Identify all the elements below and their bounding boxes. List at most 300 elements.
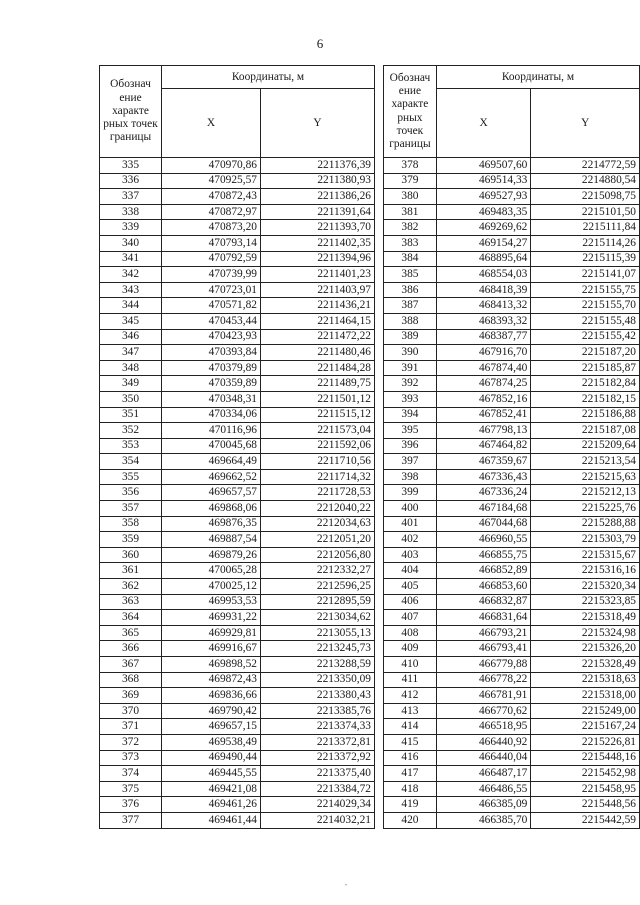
coord-x: 469657,57 — [162, 485, 261, 501]
table-row — [100, 329, 375, 345]
coord-x: 467916,70 — [436, 345, 531, 361]
coord-y: 2211728,53 — [261, 485, 375, 501]
table-row — [100, 672, 375, 688]
coord-x: 469657,15 — [162, 719, 261, 735]
point-number: 390 — [384, 345, 437, 361]
point-number: 374 — [100, 766, 162, 782]
coord-x: 467874,40 — [436, 360, 531, 376]
point-number: 346 — [100, 329, 162, 345]
point-number: 404 — [384, 563, 437, 579]
table-row — [100, 532, 375, 548]
coord-y: 2211472,22 — [261, 329, 375, 345]
point-number: 383 — [384, 235, 437, 251]
point-number: 368 — [100, 672, 162, 688]
coord-y: 2215320,34 — [531, 579, 640, 595]
point-number: 379 — [384, 173, 437, 189]
coord-y: 2215155,48 — [531, 313, 640, 329]
coord-y: 2215328,49 — [531, 657, 640, 673]
coord-y: 2215114,26 — [531, 235, 640, 251]
point-number: 355 — [100, 469, 162, 485]
table-row — [384, 469, 640, 485]
table-row — [384, 766, 640, 782]
coord-x: 470792,59 — [162, 251, 261, 267]
coord-x: 470970,86 — [162, 158, 261, 174]
coord-x: 466440,04 — [436, 750, 531, 766]
table-row — [100, 563, 375, 579]
point-number: 342 — [100, 267, 162, 283]
coord-x: 466853,60 — [436, 579, 531, 595]
coord-y: 2215318,63 — [531, 672, 640, 688]
point-number: 361 — [100, 563, 162, 579]
point-number: 359 — [100, 532, 162, 548]
coord-x: 466832,87 — [436, 594, 531, 610]
table-row — [384, 579, 640, 595]
coord-x: 466781,91 — [436, 688, 531, 704]
coord-x: 470334,06 — [162, 407, 261, 423]
coord-y: 2212034,63 — [261, 516, 375, 532]
coord-x: 468387,77 — [436, 329, 531, 345]
point-number: 394 — [384, 407, 437, 423]
table-row — [100, 267, 375, 283]
coord-y: 2213055,13 — [261, 625, 375, 641]
point-number: 414 — [384, 719, 437, 735]
table-row — [384, 345, 640, 361]
coord-x: 467336,24 — [436, 485, 531, 501]
point-number: 420 — [384, 812, 437, 828]
coord-x: 470045,68 — [162, 438, 261, 454]
coord-y: 2215187,20 — [531, 345, 640, 361]
table-row — [100, 235, 375, 251]
table-row — [384, 189, 640, 205]
table-row — [100, 189, 375, 205]
coord-x: 469836,66 — [162, 688, 261, 704]
coord-y: 2215155,70 — [531, 298, 640, 314]
coord-y: 2213245,73 — [261, 641, 375, 657]
table-row — [384, 158, 640, 174]
point-number: 376 — [100, 797, 162, 813]
coord-x: 466793,41 — [436, 641, 531, 657]
coord-y: 2211394,96 — [261, 251, 375, 267]
table-row — [100, 298, 375, 314]
point-number: 363 — [100, 594, 162, 610]
coord-x: 467874,25 — [436, 376, 531, 392]
point-number: 405 — [384, 579, 437, 595]
coord-x: 466779,88 — [436, 657, 531, 673]
table-row — [384, 313, 640, 329]
coord-y: 2215098,75 — [531, 189, 640, 205]
coord-y: 2214032,21 — [261, 812, 375, 828]
coord-x: 469931,22 — [162, 610, 261, 626]
coord-x: 466793,21 — [436, 625, 531, 641]
point-number: 347 — [100, 345, 162, 361]
coord-x: 470379,89 — [162, 360, 261, 376]
coord-x: 468554,03 — [436, 267, 531, 283]
table-row — [384, 563, 640, 579]
point-number: 391 — [384, 360, 437, 376]
point-number: 370 — [100, 703, 162, 719]
point-number: 396 — [384, 438, 437, 454]
coord-y: 2211480,46 — [261, 345, 375, 361]
coord-x: 468393,32 — [436, 313, 531, 329]
point-number: 356 — [100, 485, 162, 501]
point-number: 406 — [384, 594, 437, 610]
table-row — [384, 703, 640, 719]
coord-y: 2215212,13 — [531, 485, 640, 501]
coord-x: 469916,67 — [162, 641, 261, 657]
point-number: 344 — [100, 298, 162, 314]
table-row — [100, 313, 375, 329]
table-row — [384, 781, 640, 797]
point-number: 336 — [100, 173, 162, 189]
point-number: 340 — [100, 235, 162, 251]
coord-x: 470925,57 — [162, 173, 261, 189]
point-number: 348 — [100, 360, 162, 376]
coord-y: 2215141,07 — [531, 267, 640, 283]
table-row — [100, 173, 375, 189]
coord-y: 2215226,81 — [531, 734, 640, 750]
coord-y: 2211515,12 — [261, 407, 375, 423]
table-row — [100, 719, 375, 735]
point-number: 418 — [384, 781, 437, 797]
coord-x: 466518,95 — [436, 719, 531, 735]
coord-y: 2211464,15 — [261, 313, 375, 329]
table-row — [100, 688, 375, 704]
coord-x: 469872,43 — [162, 672, 261, 688]
point-number: 384 — [384, 251, 437, 267]
point-number: 403 — [384, 547, 437, 563]
table-row — [100, 703, 375, 719]
point-number: 399 — [384, 485, 437, 501]
coord-x: 468413,32 — [436, 298, 531, 314]
point-number: 382 — [384, 220, 437, 236]
point-number: 360 — [100, 547, 162, 563]
table-row — [384, 376, 640, 392]
header-designation: Обознач ение характе рных точек границы — [100, 66, 162, 158]
table-row — [384, 516, 640, 532]
coord-x: 469154,27 — [436, 235, 531, 251]
header-designation: Обознач ение характе рных точек границы — [384, 66, 437, 158]
point-number: 343 — [100, 282, 162, 298]
coord-x: 470872,43 — [162, 189, 261, 205]
point-number: 408 — [384, 625, 437, 641]
coord-x: 466770,62 — [436, 703, 531, 719]
coord-x: 467044,68 — [436, 516, 531, 532]
coord-y: 2211393,70 — [261, 220, 375, 236]
table-row — [384, 547, 640, 563]
table-row — [384, 797, 640, 813]
header-coordinates: Координаты, м — [162, 66, 375, 89]
coord-y: 2213288,59 — [261, 657, 375, 673]
coord-x: 469483,35 — [436, 204, 531, 220]
coord-y: 2211386,26 — [261, 189, 375, 205]
coord-y: 2211573,04 — [261, 423, 375, 439]
table-row — [384, 251, 640, 267]
coord-y: 2213350,09 — [261, 672, 375, 688]
point-number: 351 — [100, 407, 162, 423]
coord-x: 469461,26 — [162, 797, 261, 813]
header-y: Y — [531, 89, 640, 158]
point-number: 337 — [100, 189, 162, 205]
table-row — [384, 532, 640, 548]
coord-y: 2212332,27 — [261, 563, 375, 579]
point-number: 341 — [100, 251, 162, 267]
coord-y: 2211484,28 — [261, 360, 375, 376]
point-number: 350 — [100, 391, 162, 407]
point-number: 387 — [384, 298, 437, 314]
coord-x: 469490,44 — [162, 750, 261, 766]
table-row — [100, 360, 375, 376]
scan-mark: • — [345, 883, 348, 889]
coord-x: 466778,22 — [436, 672, 531, 688]
table-row — [384, 610, 640, 626]
coord-y: 2215155,42 — [531, 329, 640, 345]
coord-y: 2214029,34 — [261, 797, 375, 813]
table-row — [384, 235, 640, 251]
coord-y: 2215316,16 — [531, 563, 640, 579]
coord-x: 467336,43 — [436, 469, 531, 485]
table-row — [384, 391, 640, 407]
point-number: 385 — [384, 267, 437, 283]
point-number: 345 — [100, 313, 162, 329]
point-number: 389 — [384, 329, 437, 345]
point-number: 381 — [384, 204, 437, 220]
point-number: 369 — [100, 688, 162, 704]
table-row — [100, 797, 375, 813]
coord-y: 2215249,00 — [531, 703, 640, 719]
coord-x: 470393,84 — [162, 345, 261, 361]
coord-x: 469876,35 — [162, 516, 261, 532]
table-row — [384, 360, 640, 376]
coord-x: 470065,28 — [162, 563, 261, 579]
table-row — [100, 220, 375, 236]
header-x: X — [436, 89, 531, 158]
table-row — [384, 734, 640, 750]
coord-x: 466385,70 — [436, 812, 531, 828]
table-row — [100, 641, 375, 657]
coord-x: 469514,33 — [436, 173, 531, 189]
coord-y: 2213372,81 — [261, 734, 375, 750]
coord-y: 2215448,16 — [531, 750, 640, 766]
coord-y: 2215115,39 — [531, 251, 640, 267]
coord-y: 2213372,92 — [261, 750, 375, 766]
coord-x: 470723,01 — [162, 282, 261, 298]
point-number: 371 — [100, 719, 162, 735]
coord-y: 2215452,98 — [531, 766, 640, 782]
coord-y: 2215326,20 — [531, 641, 640, 657]
coord-x: 470348,31 — [162, 391, 261, 407]
table-row — [100, 812, 375, 828]
point-number: 365 — [100, 625, 162, 641]
coord-x: 470359,89 — [162, 376, 261, 392]
table-row — [100, 579, 375, 595]
point-number: 411 — [384, 672, 437, 688]
point-number: 419 — [384, 797, 437, 813]
point-number: 353 — [100, 438, 162, 454]
coord-x: 469421,08 — [162, 781, 261, 797]
coord-x: 470873,20 — [162, 220, 261, 236]
table-row — [384, 454, 640, 470]
point-number: 388 — [384, 313, 437, 329]
table-row — [100, 438, 375, 454]
coord-x: 470116,96 — [162, 423, 261, 439]
point-number: 349 — [100, 376, 162, 392]
table-row — [384, 282, 640, 298]
coord-x: 466440,92 — [436, 734, 531, 750]
coord-y: 2215318,49 — [531, 610, 640, 626]
table-row — [384, 423, 640, 439]
point-number: 392 — [384, 376, 437, 392]
point-number: 401 — [384, 516, 437, 532]
table-row — [100, 625, 375, 641]
table-row — [100, 547, 375, 563]
coord-y: 2215324,98 — [531, 625, 640, 641]
coord-y: 2215442,59 — [531, 812, 640, 828]
table-row — [384, 750, 640, 766]
point-number: 415 — [384, 734, 437, 750]
coord-x: 470739,99 — [162, 267, 261, 283]
coord-y: 2215318,00 — [531, 688, 640, 704]
table-row — [384, 672, 640, 688]
coord-x: 470571,82 — [162, 298, 261, 314]
table-row — [384, 719, 640, 735]
coord-y: 2213385,76 — [261, 703, 375, 719]
table-row — [384, 688, 640, 704]
table-row — [100, 594, 375, 610]
coord-y: 2215187,08 — [531, 423, 640, 439]
coord-x: 469953,53 — [162, 594, 261, 610]
coord-y: 2211403,97 — [261, 282, 375, 298]
header-coordinates: Координаты, м — [436, 66, 639, 89]
point-number: 407 — [384, 610, 437, 626]
coord-x: 469929,81 — [162, 625, 261, 641]
coord-x: 466831,64 — [436, 610, 531, 626]
coord-x: 469527,93 — [436, 189, 531, 205]
point-number: 354 — [100, 454, 162, 470]
coord-x: 467359,67 — [436, 454, 531, 470]
table-row — [384, 204, 640, 220]
table-row — [384, 625, 640, 641]
coord-x: 466852,89 — [436, 563, 531, 579]
table-row — [384, 329, 640, 345]
table-row — [100, 657, 375, 673]
coord-y: 2215209,64 — [531, 438, 640, 454]
coord-y: 2215101,50 — [531, 204, 640, 220]
coord-y: 2215303,79 — [531, 532, 640, 548]
point-number: 366 — [100, 641, 162, 657]
point-number: 400 — [384, 501, 437, 517]
coord-y: 2211501,12 — [261, 391, 375, 407]
coordinates-table-left — [99, 65, 375, 829]
coord-y: 2215167,24 — [531, 719, 640, 735]
point-number: 373 — [100, 750, 162, 766]
point-number: 380 — [384, 189, 437, 205]
coord-y: 2212596,25 — [261, 579, 375, 595]
header-y: Y — [261, 89, 375, 158]
coord-y: 2215213,54 — [531, 454, 640, 470]
point-number: 377 — [100, 812, 162, 828]
table-row — [384, 220, 640, 236]
table-row — [100, 469, 375, 485]
coord-x: 466487,17 — [436, 766, 531, 782]
coord-y: 2215182,15 — [531, 391, 640, 407]
table-row — [100, 158, 375, 174]
coord-y: 2215288,88 — [531, 516, 640, 532]
coord-y: 2211391,64 — [261, 204, 375, 220]
coord-x: 467798,13 — [436, 423, 531, 439]
table-row — [100, 407, 375, 423]
coord-y: 2211592,06 — [261, 438, 375, 454]
table-row — [100, 501, 375, 517]
point-number: 357 — [100, 501, 162, 517]
coord-y: 2215186,88 — [531, 407, 640, 423]
coord-x: 469445,55 — [162, 766, 261, 782]
table-row — [100, 251, 375, 267]
coord-y: 2213384,72 — [261, 781, 375, 797]
coordinates-table-right — [383, 65, 640, 829]
coord-y: 2213034,62 — [261, 610, 375, 626]
coord-x: 467852,41 — [436, 407, 531, 423]
coord-x: 469664,49 — [162, 454, 261, 470]
coord-x: 469898,52 — [162, 657, 261, 673]
coord-x: 469790,42 — [162, 703, 261, 719]
coord-x: 469507,60 — [436, 158, 531, 174]
coord-y: 2215155,75 — [531, 282, 640, 298]
point-number: 358 — [100, 516, 162, 532]
coord-x: 470453,44 — [162, 313, 261, 329]
header-x: X — [162, 89, 261, 158]
coord-x: 470793,14 — [162, 235, 261, 251]
point-number: 409 — [384, 641, 437, 657]
coord-x: 470423,93 — [162, 329, 261, 345]
table-row — [100, 750, 375, 766]
point-number: 416 — [384, 750, 437, 766]
coord-y: 2211401,23 — [261, 267, 375, 283]
table-row — [100, 766, 375, 782]
coord-x: 469868,06 — [162, 501, 261, 517]
coord-y: 2214772,59 — [531, 158, 640, 174]
point-number: 352 — [100, 423, 162, 439]
table-row — [100, 423, 375, 439]
coord-x: 468418,39 — [436, 282, 531, 298]
table-row — [384, 501, 640, 517]
table-row — [384, 438, 640, 454]
point-number: 367 — [100, 657, 162, 673]
coord-y: 2215111,84 — [531, 220, 640, 236]
table-row — [100, 454, 375, 470]
coord-y: 2215185,87 — [531, 360, 640, 376]
coord-y: 2214880,54 — [531, 173, 640, 189]
coord-x: 469662,52 — [162, 469, 261, 485]
coord-y: 2215315,67 — [531, 547, 640, 563]
table-row — [384, 657, 640, 673]
point-number: 410 — [384, 657, 437, 673]
coord-y: 2215323,85 — [531, 594, 640, 610]
coord-y: 2211436,21 — [261, 298, 375, 314]
coord-x: 470025,12 — [162, 579, 261, 595]
point-number: 375 — [100, 781, 162, 797]
coord-y: 2211489,75 — [261, 376, 375, 392]
coord-y: 2213380,43 — [261, 688, 375, 704]
table-row — [100, 204, 375, 220]
point-number: 386 — [384, 282, 437, 298]
coord-y: 2212040,22 — [261, 501, 375, 517]
coord-y: 2215215,63 — [531, 469, 640, 485]
coord-x: 469887,54 — [162, 532, 261, 548]
coord-x: 466855,75 — [436, 547, 531, 563]
table-row — [100, 485, 375, 501]
table-row — [100, 781, 375, 797]
coord-y: 2215448,56 — [531, 797, 640, 813]
